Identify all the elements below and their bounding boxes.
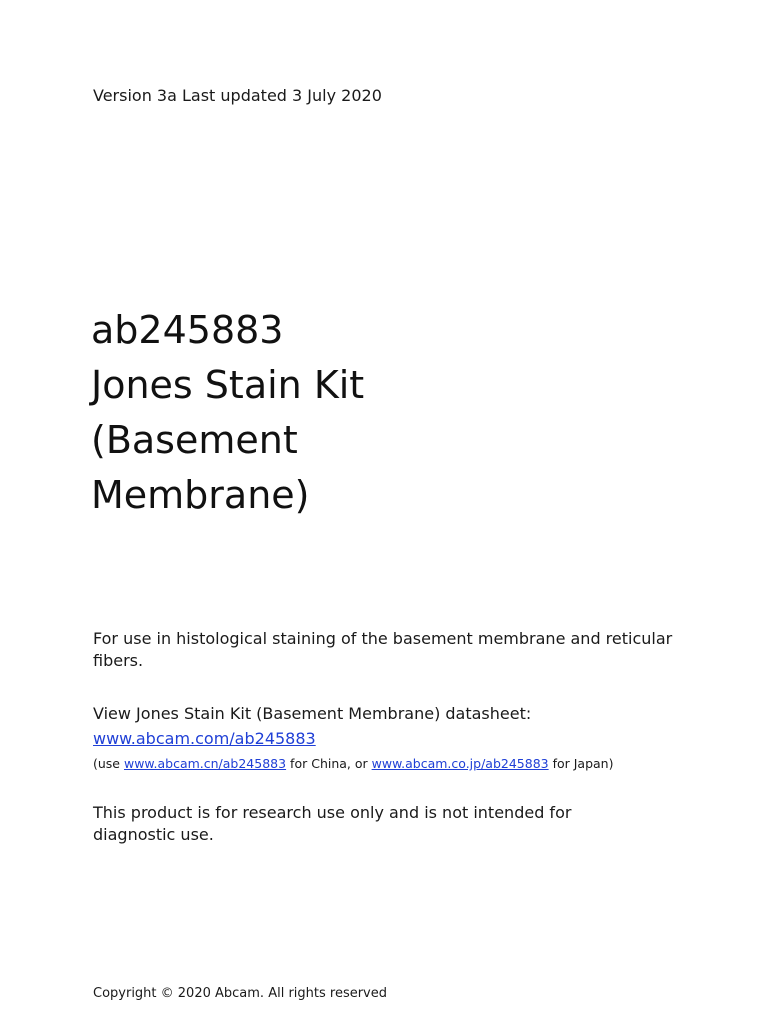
alt-links-middle: for China, or (286, 756, 372, 771)
japan-link[interactable]: www.abcam.co.jp/ab245883 (371, 756, 549, 771)
alt-links-suffix: for Japan) (548, 756, 614, 771)
china-link[interactable]: www.abcam.cn/ab245883 (123, 756, 287, 771)
title-product-code: ab245883 (91, 308, 284, 352)
title-line-4: Membrane) (91, 473, 310, 517)
intro-paragraph: For use in histological staining of the basement membrane and reticular fibers. (93, 629, 673, 670)
title-line-2: Jones Stain Kit (91, 363, 365, 407)
copyright-notice: Copyright © 2020 Abcam. All rights reserved (93, 986, 388, 1001)
alt-links-prefix: (use (93, 756, 124, 771)
version-line: Version 3a Last updated 3 July 2020 (93, 86, 382, 105)
alternate-links-note (93, 755, 613, 773)
document-title (91, 303, 364, 523)
datasheet-label: View Jones Stain Kit (Basement Membrane) datasheet: (93, 704, 532, 723)
title-line-3: (Basement (91, 418, 298, 462)
disclaimer-paragraph: This product is for research use only and is not intended for diagnostic use. (93, 803, 572, 844)
datasheet-link[interactable]: www.abcam.com/ab245883 (93, 729, 316, 748)
